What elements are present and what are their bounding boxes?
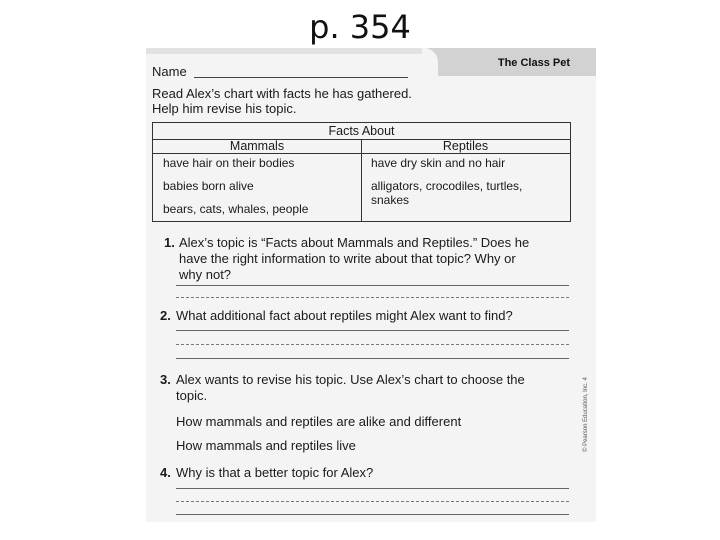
facts-table-title: Facts About	[153, 123, 570, 140]
instruction-line-1: Read Alex’s chart with facts he has gathered.	[152, 86, 412, 101]
answer-line[interactable]	[176, 330, 569, 331]
question-4	[160, 465, 171, 481]
question-3-text	[176, 372, 525, 404]
question-number: 3.	[160, 372, 171, 387]
question-4-text: Why is that a better topic for Alex?	[176, 465, 374, 480]
reptile-fact: snakes	[371, 193, 410, 207]
question-2	[160, 308, 171, 324]
facts-table	[152, 122, 571, 222]
question-number: 4.	[160, 465, 171, 480]
reptiles-header: Reptiles	[442, 139, 489, 153]
question-line: Alex wants to revise his topic. Use Alex’s chart to choose the	[176, 372, 525, 387]
question-3	[160, 372, 171, 388]
mammal-fact: have hair on their bodies	[163, 156, 295, 170]
instructions	[152, 86, 452, 116]
copyright-note: © Pearson Education, Inc. 4	[583, 377, 589, 452]
worksheet-page	[146, 48, 596, 522]
mammals-header: Mammals	[229, 139, 285, 153]
question-1	[164, 235, 175, 251]
answer-line-dashed	[176, 501, 569, 502]
question-line: have the right information to write about that topic? Why or	[179, 251, 516, 266]
answer-line[interactable]	[176, 285, 569, 286]
question-line: why not?	[179, 267, 232, 282]
name-label: Name	[152, 64, 187, 79]
answer-line[interactable]	[176, 488, 569, 489]
question-1-text	[179, 235, 529, 283]
question-2-text: What additional fact about reptiles might Alex want to find?	[176, 308, 513, 323]
name-line	[194, 77, 408, 78]
slide-title: p. 354	[309, 8, 411, 46]
lesson-tab: The Class Pet	[428, 48, 596, 76]
question-number: 2.	[160, 308, 171, 323]
instruction-line-2: Help him revise his topic.	[152, 101, 297, 116]
answer-line-dashed	[176, 344, 569, 345]
question-line: Alex’s topic is “Facts about Mammals and Reptiles.” Does he	[179, 235, 530, 250]
reptile-fact: alligators, crocodiles, turtles,	[371, 179, 523, 193]
question-line: topic.	[176, 388, 208, 403]
answer-line[interactable]	[176, 514, 569, 515]
answer-line-dashed	[176, 297, 569, 298]
answer-line[interactable]	[176, 358, 569, 359]
question-number: 1.	[164, 235, 175, 250]
column-divider	[361, 139, 362, 221]
topic-option[interactable]: How mammals and reptiles live	[176, 438, 356, 453]
reptile-fact: have dry skin and no hair	[371, 156, 506, 170]
topic-option[interactable]: How mammals and reptiles are alike and different	[176, 414, 462, 429]
mammal-fact: babies born alive	[163, 179, 254, 193]
mammal-fact: bears, cats, whales, people	[163, 202, 309, 216]
